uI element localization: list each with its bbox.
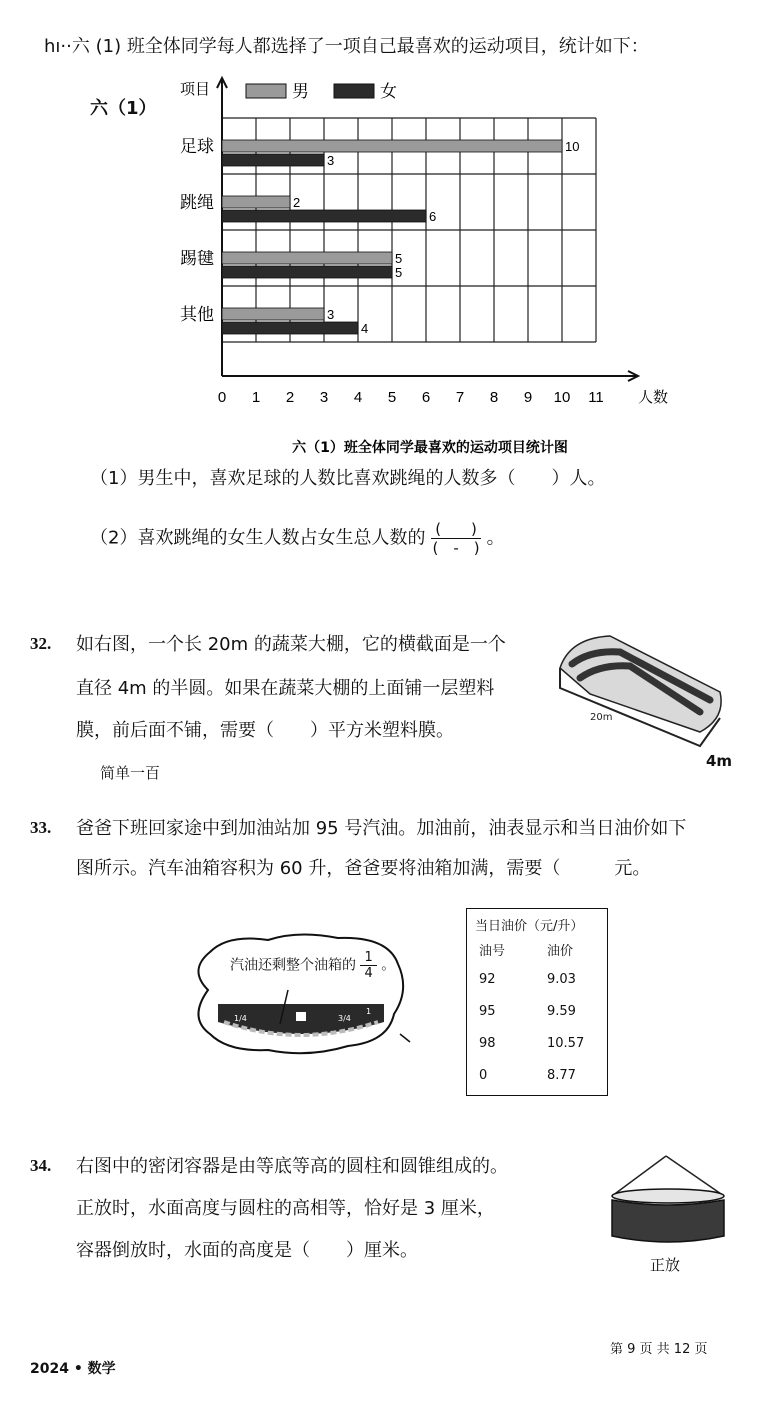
oil-price-grid [473,936,590,1091]
bubble-fraction [360,950,376,981]
bubble-fraction-numerator: 1 [360,950,376,966]
bar [222,196,290,208]
bar [222,308,324,320]
fuel-pump-icon [296,1012,306,1021]
x-tick-label: 5 [387,389,397,406]
q32-line3: 膜，前后面不铺，需要（ ）平方米塑料膜。 [76,720,454,741]
bar-chart [160,72,680,456]
header-text: (1) 班全体同学每人都选择了一项自己最喜欢的运动项目，统计如下： [95,36,649,57]
chart-title: 六（1）班全体同学最喜欢的运动项目统计图 [292,440,568,456]
greenhouse-figure [550,628,740,746]
chart-side-label: 六（1） [90,98,157,119]
table-cell: 92 [479,971,496,987]
legend-swatch [246,84,286,98]
bar-value-label: 3 [327,153,335,168]
x-tick-label: 10 [553,389,571,406]
table-cell: 0 [479,1067,488,1083]
x-tick-label: 11 [588,389,604,406]
bar [222,322,358,334]
q32-line2: 直径 4m 的半圆。如果在蔬菜大棚的上面铺一层塑料 [76,678,495,699]
table-cell: 95 [479,1003,496,1019]
q34-line3: 容器倒放时，水面的高度是（ ）厘米。 [76,1240,418,1261]
gauge-three-quarter-label: 3/4 [338,1014,351,1023]
container-figure [604,1150,734,1250]
q34-line1: 右图中的密闭容器是由等底等高的圆柱和圆锥组成的。 [76,1156,508,1177]
x-tick-label: 2 [285,389,295,406]
bar [222,266,392,278]
category-label: 其他 [180,305,214,325]
greenhouse-length-label: 20m [590,712,613,723]
oil-price-table-title: 当日油价（元/升） [475,919,584,934]
q31-sub2 [90,520,505,557]
bubble-sentence: 汽油还剩整个油箱的 [230,957,356,974]
bar-value-label: 6 [429,209,437,224]
x-tick-label: 9 [523,389,533,406]
q34-number: 34. [30,1156,52,1175]
q31-sub2-suffix: 。 [486,527,505,549]
x-axis-label: 人数 [638,388,669,406]
q33-line2: 图所示。汽车油箱容积为 60 升，爸爸要将油箱加满，需要（ 元。 [76,858,651,879]
category-label: 足球 [180,137,214,157]
table-cell: 10.57 [547,1035,585,1051]
question-31-intro [44,34,649,60]
footer-subject: 2024 • 数学 [30,1361,116,1377]
x-tick-label: 1 [251,389,261,406]
q32-line1: 如右图，一个长 20m 的蔬菜大棚，它的横截面是一个 [76,634,506,655]
bar-value-label: 10 [565,139,580,154]
bar-value-label: 2 [293,195,301,210]
x-tick-label: 6 [421,389,431,406]
q31-sub2-fraction [431,520,481,557]
table-row [473,995,590,1027]
bar [222,252,392,264]
legend-swatch [334,84,374,98]
q32-number: 32. [30,634,52,653]
legend-label: 男 [292,82,309,102]
bar-value-label: 3 [327,307,335,322]
q32-note: 简单一百 [100,764,161,782]
category-label: 跳绳 [180,193,214,213]
container-figure-label: 正放 [650,1256,681,1274]
table-cell: 9.03 [547,971,576,987]
q31-sub1: （1）男生中，喜欢足球的人数比喜欢跳绳的人数多（ ）人。 [90,468,606,489]
bar [222,210,426,222]
table-header-price: 油价 [547,944,574,959]
bar-value-label: 5 [395,265,403,280]
bar-value-label: 5 [395,251,403,266]
bubble-fraction-denominator: 4 [364,966,373,981]
x-tick-label: 4 [353,389,363,406]
bar [222,154,324,166]
oil-price-table [466,908,608,1096]
fraction-denominator: ( - ) [432,539,480,557]
q33-number: 33. [30,818,52,837]
q31-sub2-prefix: （2）喜欢跳绳的女生人数占女生总人数的 [90,527,426,549]
y-axis-label: 项目 [180,80,211,98]
q33-line1: 爸爸下班回家途中到加油站加 95 号汽油。加油前，油表显示和当日油价如下 [76,818,687,839]
bubble-end: 。 [381,957,396,974]
header-prefix: hı··六 [44,36,90,57]
table-cell: 8.77 [547,1067,576,1083]
table-header-grade: 油号 [479,944,506,959]
gauge-full-label: 1 [366,1007,372,1016]
table-cell: 98 [479,1035,496,1051]
legend-label: 女 [380,82,397,102]
table-row [473,963,590,995]
fraction-numerator: ( ) [431,520,481,539]
table-cell: 9.59 [547,1003,576,1019]
bar [222,140,562,152]
bubble-text [230,950,395,981]
x-tick-label: 7 [455,389,465,406]
x-tick-label: 8 [489,389,499,406]
footer-page-number: 第 9 页 共 12 页 [610,1342,708,1357]
greenhouse-diameter-label: 4m [706,752,733,770]
q34-line2: 正放时，水面高度与圆柱的高相等，恰好是 3 厘米， [76,1198,495,1219]
category-label: 踢毽 [180,249,214,269]
gauge-quarter-label: 1/4 [234,1014,247,1023]
x-tick-label: 3 [319,389,329,406]
x-tick-label: 0 [217,389,227,406]
table-row [473,1059,590,1091]
bar-value-label: 4 [361,321,369,336]
table-row [473,1027,590,1059]
